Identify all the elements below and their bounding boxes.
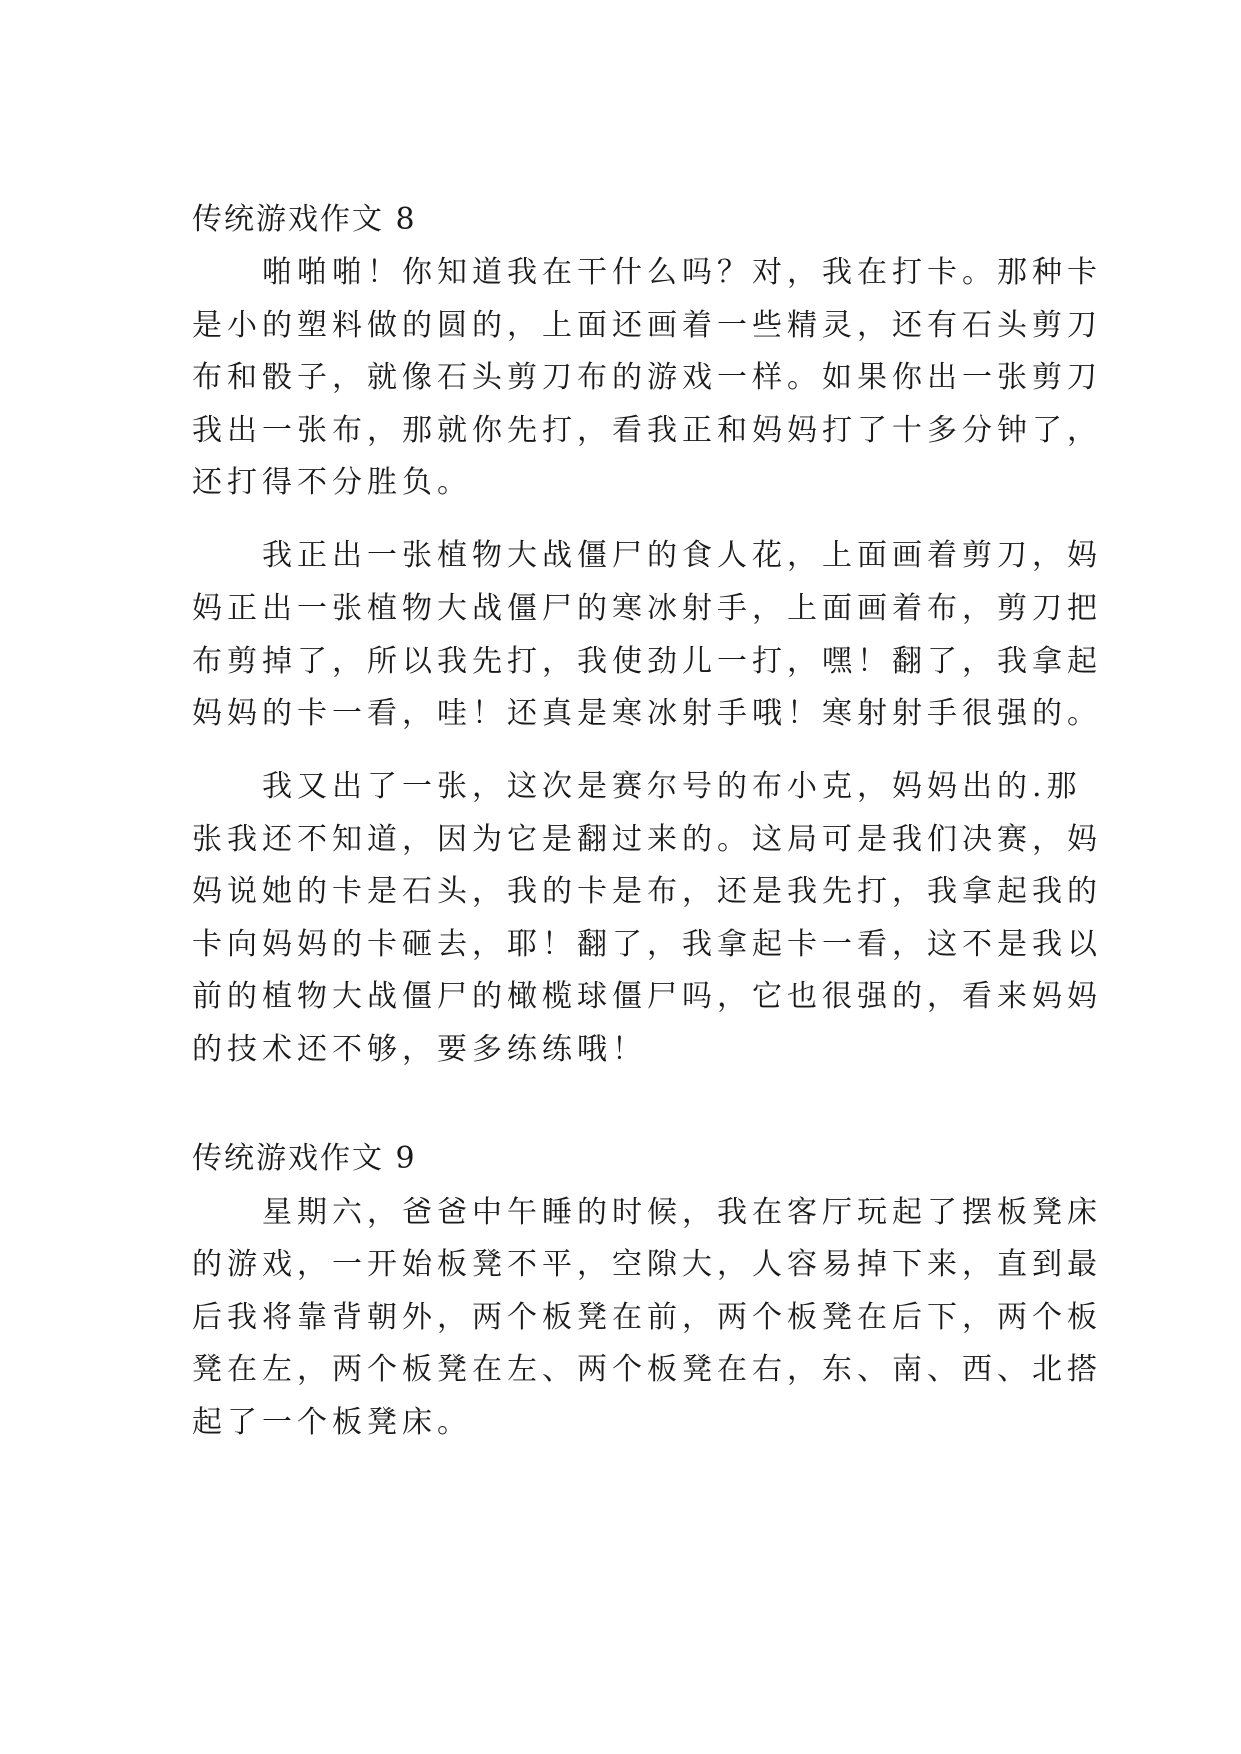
paragraph-line: 我正出一张植物大战僵尸的食人花，上面画着剪刀，妈 — [192, 538, 1102, 573]
paragraph-line: 我又出了一张，这次是赛尔号的布小克，妈妈出的.那 — [192, 769, 1082, 804]
paragraph-line: 的技术还不够，要多练练哦！ — [192, 1032, 647, 1067]
section-title: 传统游戏作文 8 — [192, 202, 417, 237]
paragraph-line: 我出一张布，那就你先打，看我正和妈妈打了十多分钟了， — [192, 413, 1102, 448]
paragraph-line: 啪啪啪！你知道我在干什么吗？对，我在打卡。那种卡 — [192, 255, 1102, 290]
section-title: 传统游戏作文 9 — [192, 1141, 417, 1176]
paragraph-line: 还打得不分胜负。 — [192, 465, 472, 500]
paragraph-line: 张我还不知道，因为它是翻过来的。这局可是我们决赛，妈 — [192, 822, 1102, 857]
paragraph-line: 起了一个板凳床。 — [192, 1405, 472, 1440]
paragraph-line: 星期六，爸爸中午睡的时候，我在客厅玩起了摆板凳床 — [192, 1195, 1102, 1230]
paragraph-line: 布剪掉了，所以我先打，我使劲儿一打，嘿！翻了，我拿起 — [192, 644, 1102, 679]
paragraph-line: 后我将靠背朝外，两个板凳在前，两个板凳在后下，两个板 — [192, 1300, 1102, 1335]
paragraph-line: 凳在左，两个板凳在左、两个板凳在右，东、南、西、北搭 — [192, 1352, 1102, 1387]
paragraph-line: 是小的塑料做的圆的，上面还画着一些精灵，还有石头剪刀 — [192, 308, 1102, 343]
paragraph-line: 布和骰子，就像石头剪刀布的游戏一样。如果你出一张剪刀 — [192, 360, 1102, 395]
paragraph-line: 妈说她的卡是石头，我的卡是布，还是我先打，我拿起我的 — [192, 874, 1102, 909]
paragraph-line: 卡向妈妈的卡砸去，耶！翻了，我拿起卡一看，这不是我以 — [192, 927, 1102, 962]
paragraph-line: 妈妈的卡一看，哇！还真是寒冰射手哦！寒射射手很强的。 — [192, 696, 1102, 731]
paragraph-line: 的游戏，一开始板凳不平，空隙大，人容易掉下来，直到最 — [192, 1247, 1102, 1282]
paragraph-line: 前的植物大战僵尸的橄榄球僵尸吗，它也很强的，看来妈妈 — [192, 979, 1102, 1014]
paragraph-line: 妈正出一张植物大战僵尸的寒冰射手，上面画着布，剪刀把 — [192, 591, 1102, 626]
